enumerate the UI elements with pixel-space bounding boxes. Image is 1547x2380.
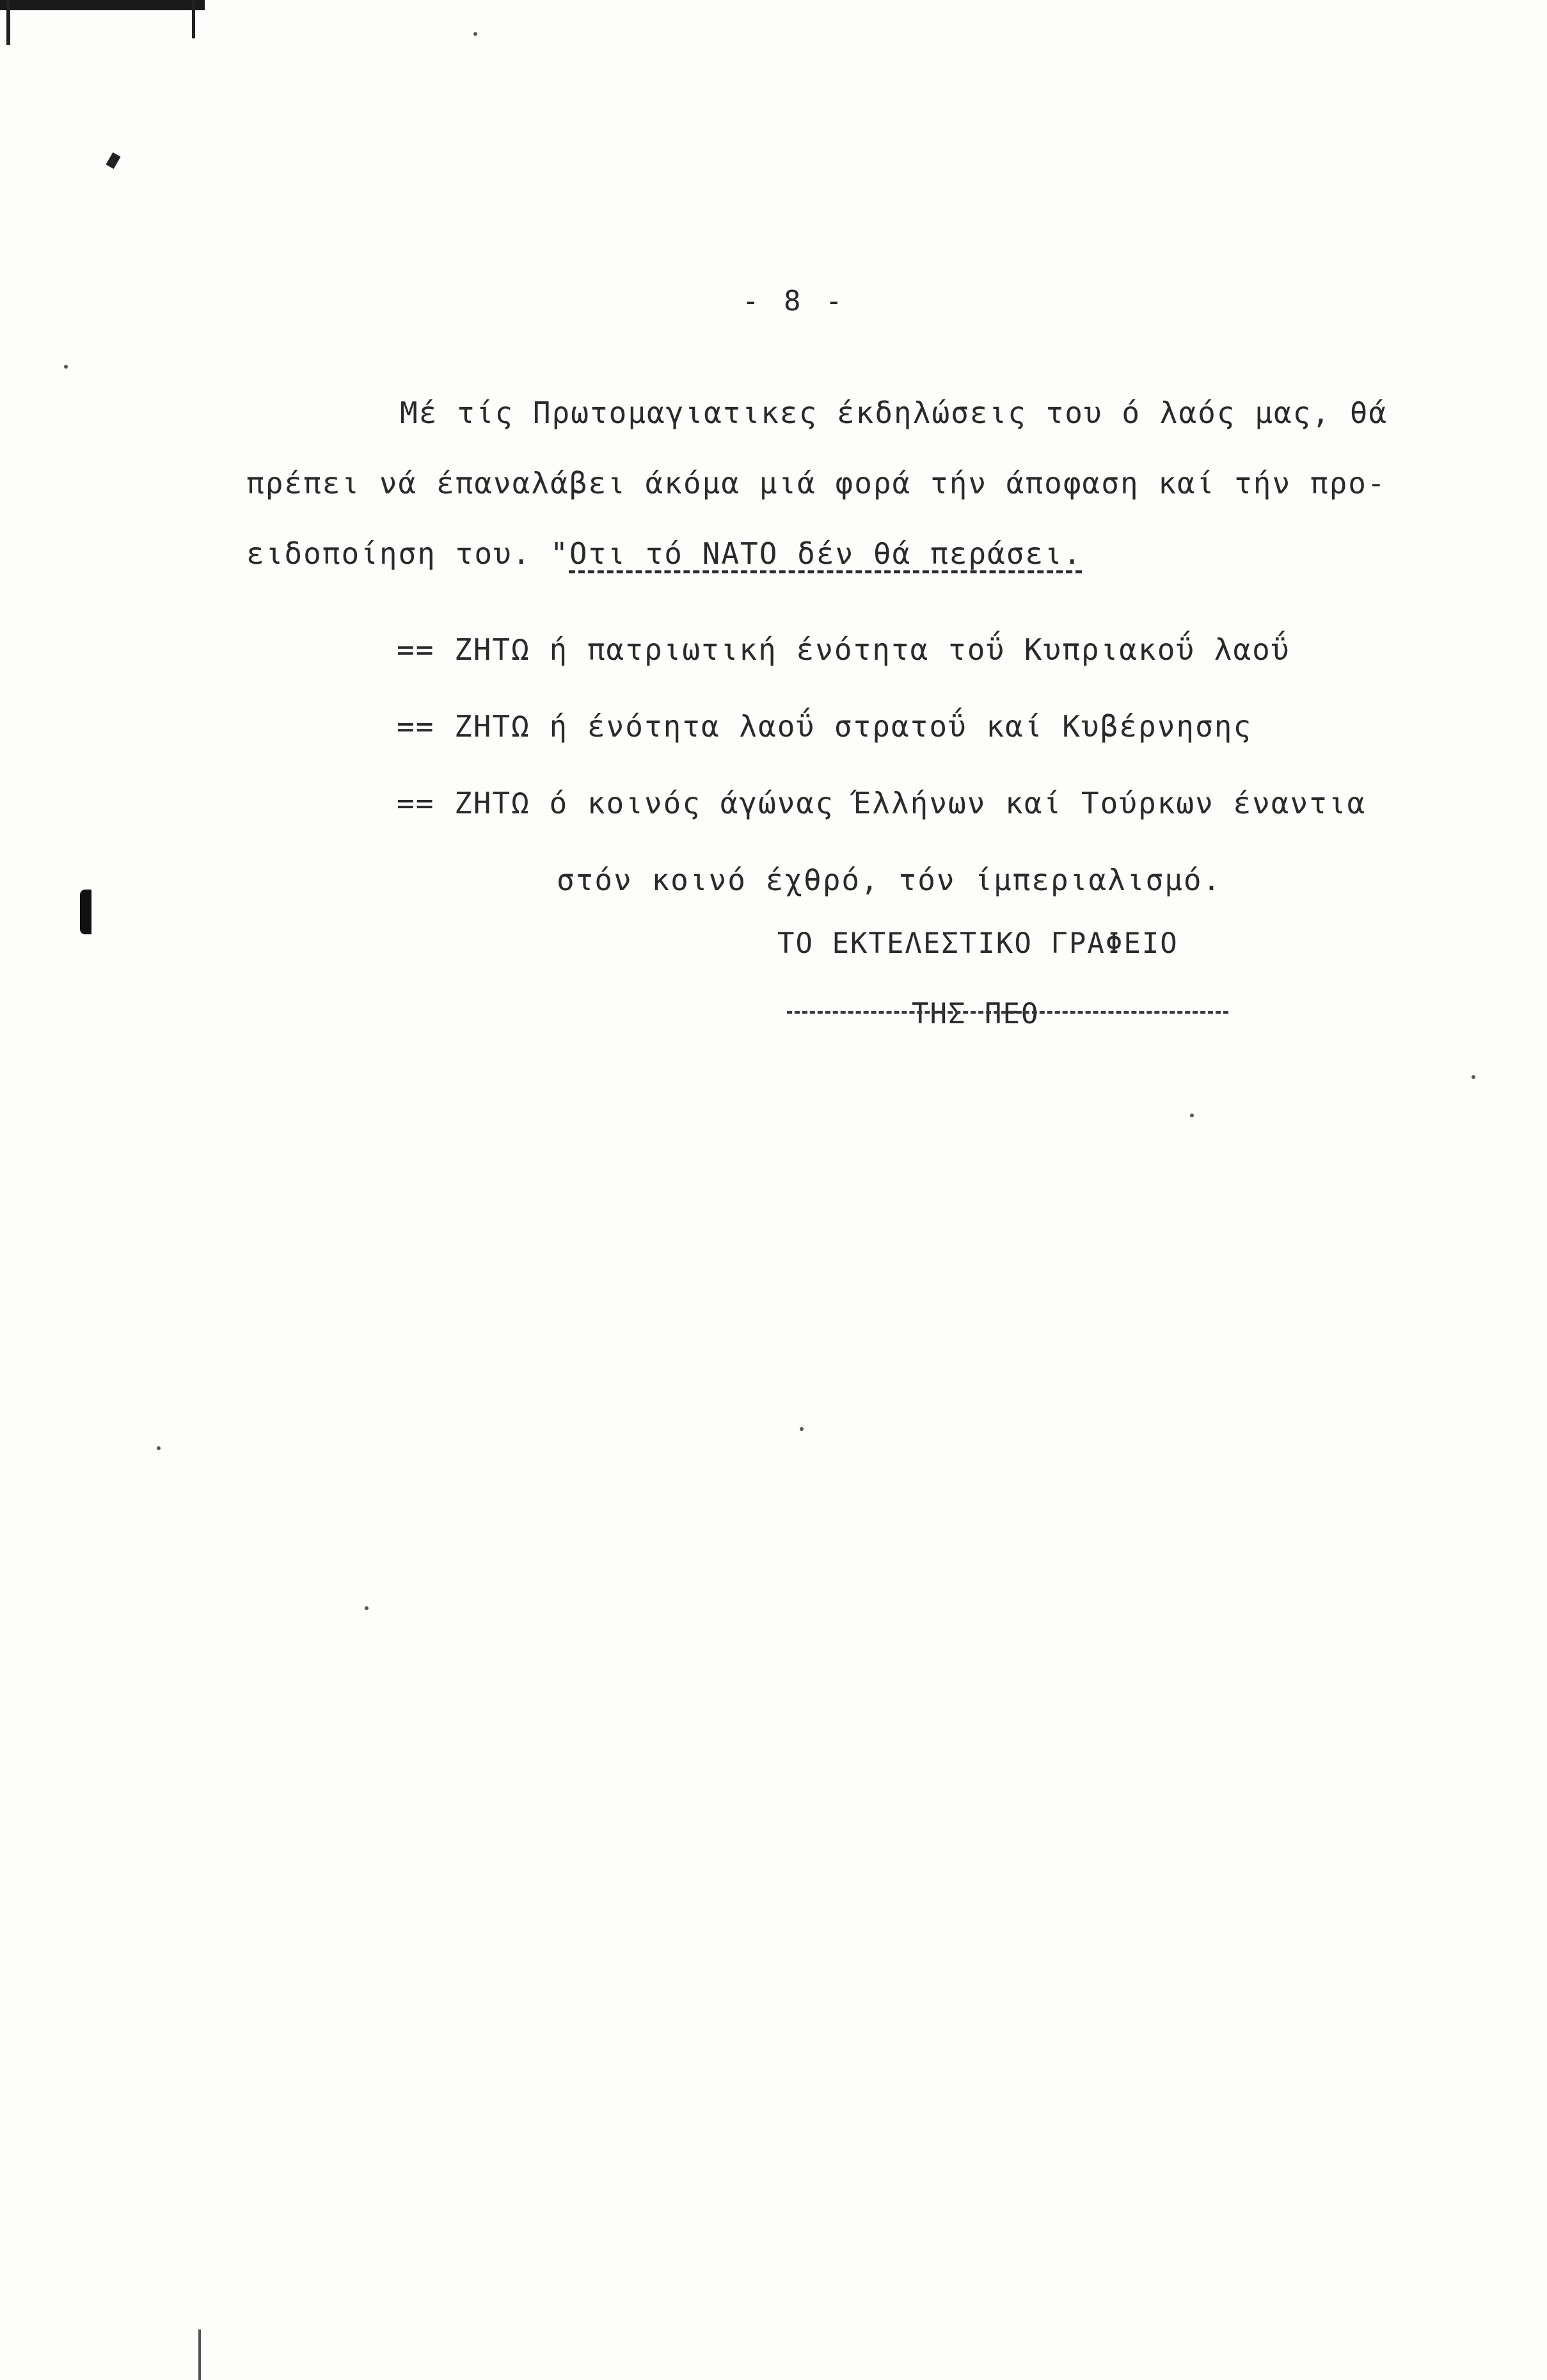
- speck: [365, 1606, 369, 1610]
- speck: [473, 32, 477, 36]
- scan-artifact-top-left-stroke: [6, 0, 10, 45]
- paragraph-line-1: Μέ τίς Πρωτομαγιατικες έκδηλώσεις του ό λαός μας, θά: [400, 395, 1388, 430]
- slogan-text: ΖΗΤΩ ή ένότητα λαοΰ στρατοΰ καί Κυβέρνησης: [454, 709, 1253, 744]
- scan-artifact-mark: [106, 152, 120, 169]
- slogan-mark: ==: [397, 786, 435, 820]
- slogan-item: [397, 611, 1446, 688]
- scan-artifact-top-left-stroke-2: [192, 0, 195, 38]
- speck: [1472, 1075, 1475, 1079]
- slogan-continuation: στόν κοινό έχθρό, τόν ίμπεριαλισμό.: [557, 863, 1222, 897]
- speck: [157, 1446, 161, 1450]
- page-number: - 8 -: [742, 285, 846, 317]
- underlined-phrase: Οτι τό ΝΑΤΟ δέν θά περάσει.: [569, 536, 1083, 571]
- slogan-text: ΖΗΤΩ ό κοινός άγώνας Έλλήνων καί Τούρκων έναντια: [454, 786, 1367, 820]
- slogan-item: [397, 765, 1446, 842]
- slogan-mark: ==: [397, 632, 435, 667]
- signature-line-1: ΤΟ ΕΚΤΕΛΕΣΤΙΚΟ ΓΡΑΦΕΙΟ: [777, 927, 1178, 960]
- speck: [1190, 1114, 1194, 1117]
- scan-artifact-top-left: [0, 0, 205, 10]
- scan-artifact-bottom-edge: [198, 2329, 201, 2380]
- paragraph-line-3: ειδοποίηση του. "Οτι τό ΝΑΤΟ δέν θά περάσει.: [246, 536, 1083, 571]
- signature-rule: [787, 1011, 1228, 1014]
- slogan-item: [397, 688, 1446, 765]
- main-paragraph: [246, 378, 1436, 589]
- slogan-mark: ==: [397, 709, 435, 744]
- signature-block: [777, 909, 1238, 1050]
- paragraph-line-2: πρέπει νά έπαναλάβει άκόμα μιά φορά τήν άποφαση καί τήν προ-: [246, 466, 1386, 500]
- slogan-list: [397, 611, 1446, 918]
- punch-hole-mark: [80, 890, 91, 934]
- signature-line-2: ΤΗΣ ΠΕΟ: [912, 998, 1040, 1030]
- slogan-text: ΖΗΤΩ ή πατριωτική ένότητα τοΰ Κυπριακοΰ λαοΰ: [454, 632, 1290, 667]
- speck: [64, 365, 68, 369]
- speck: [800, 1427, 804, 1431]
